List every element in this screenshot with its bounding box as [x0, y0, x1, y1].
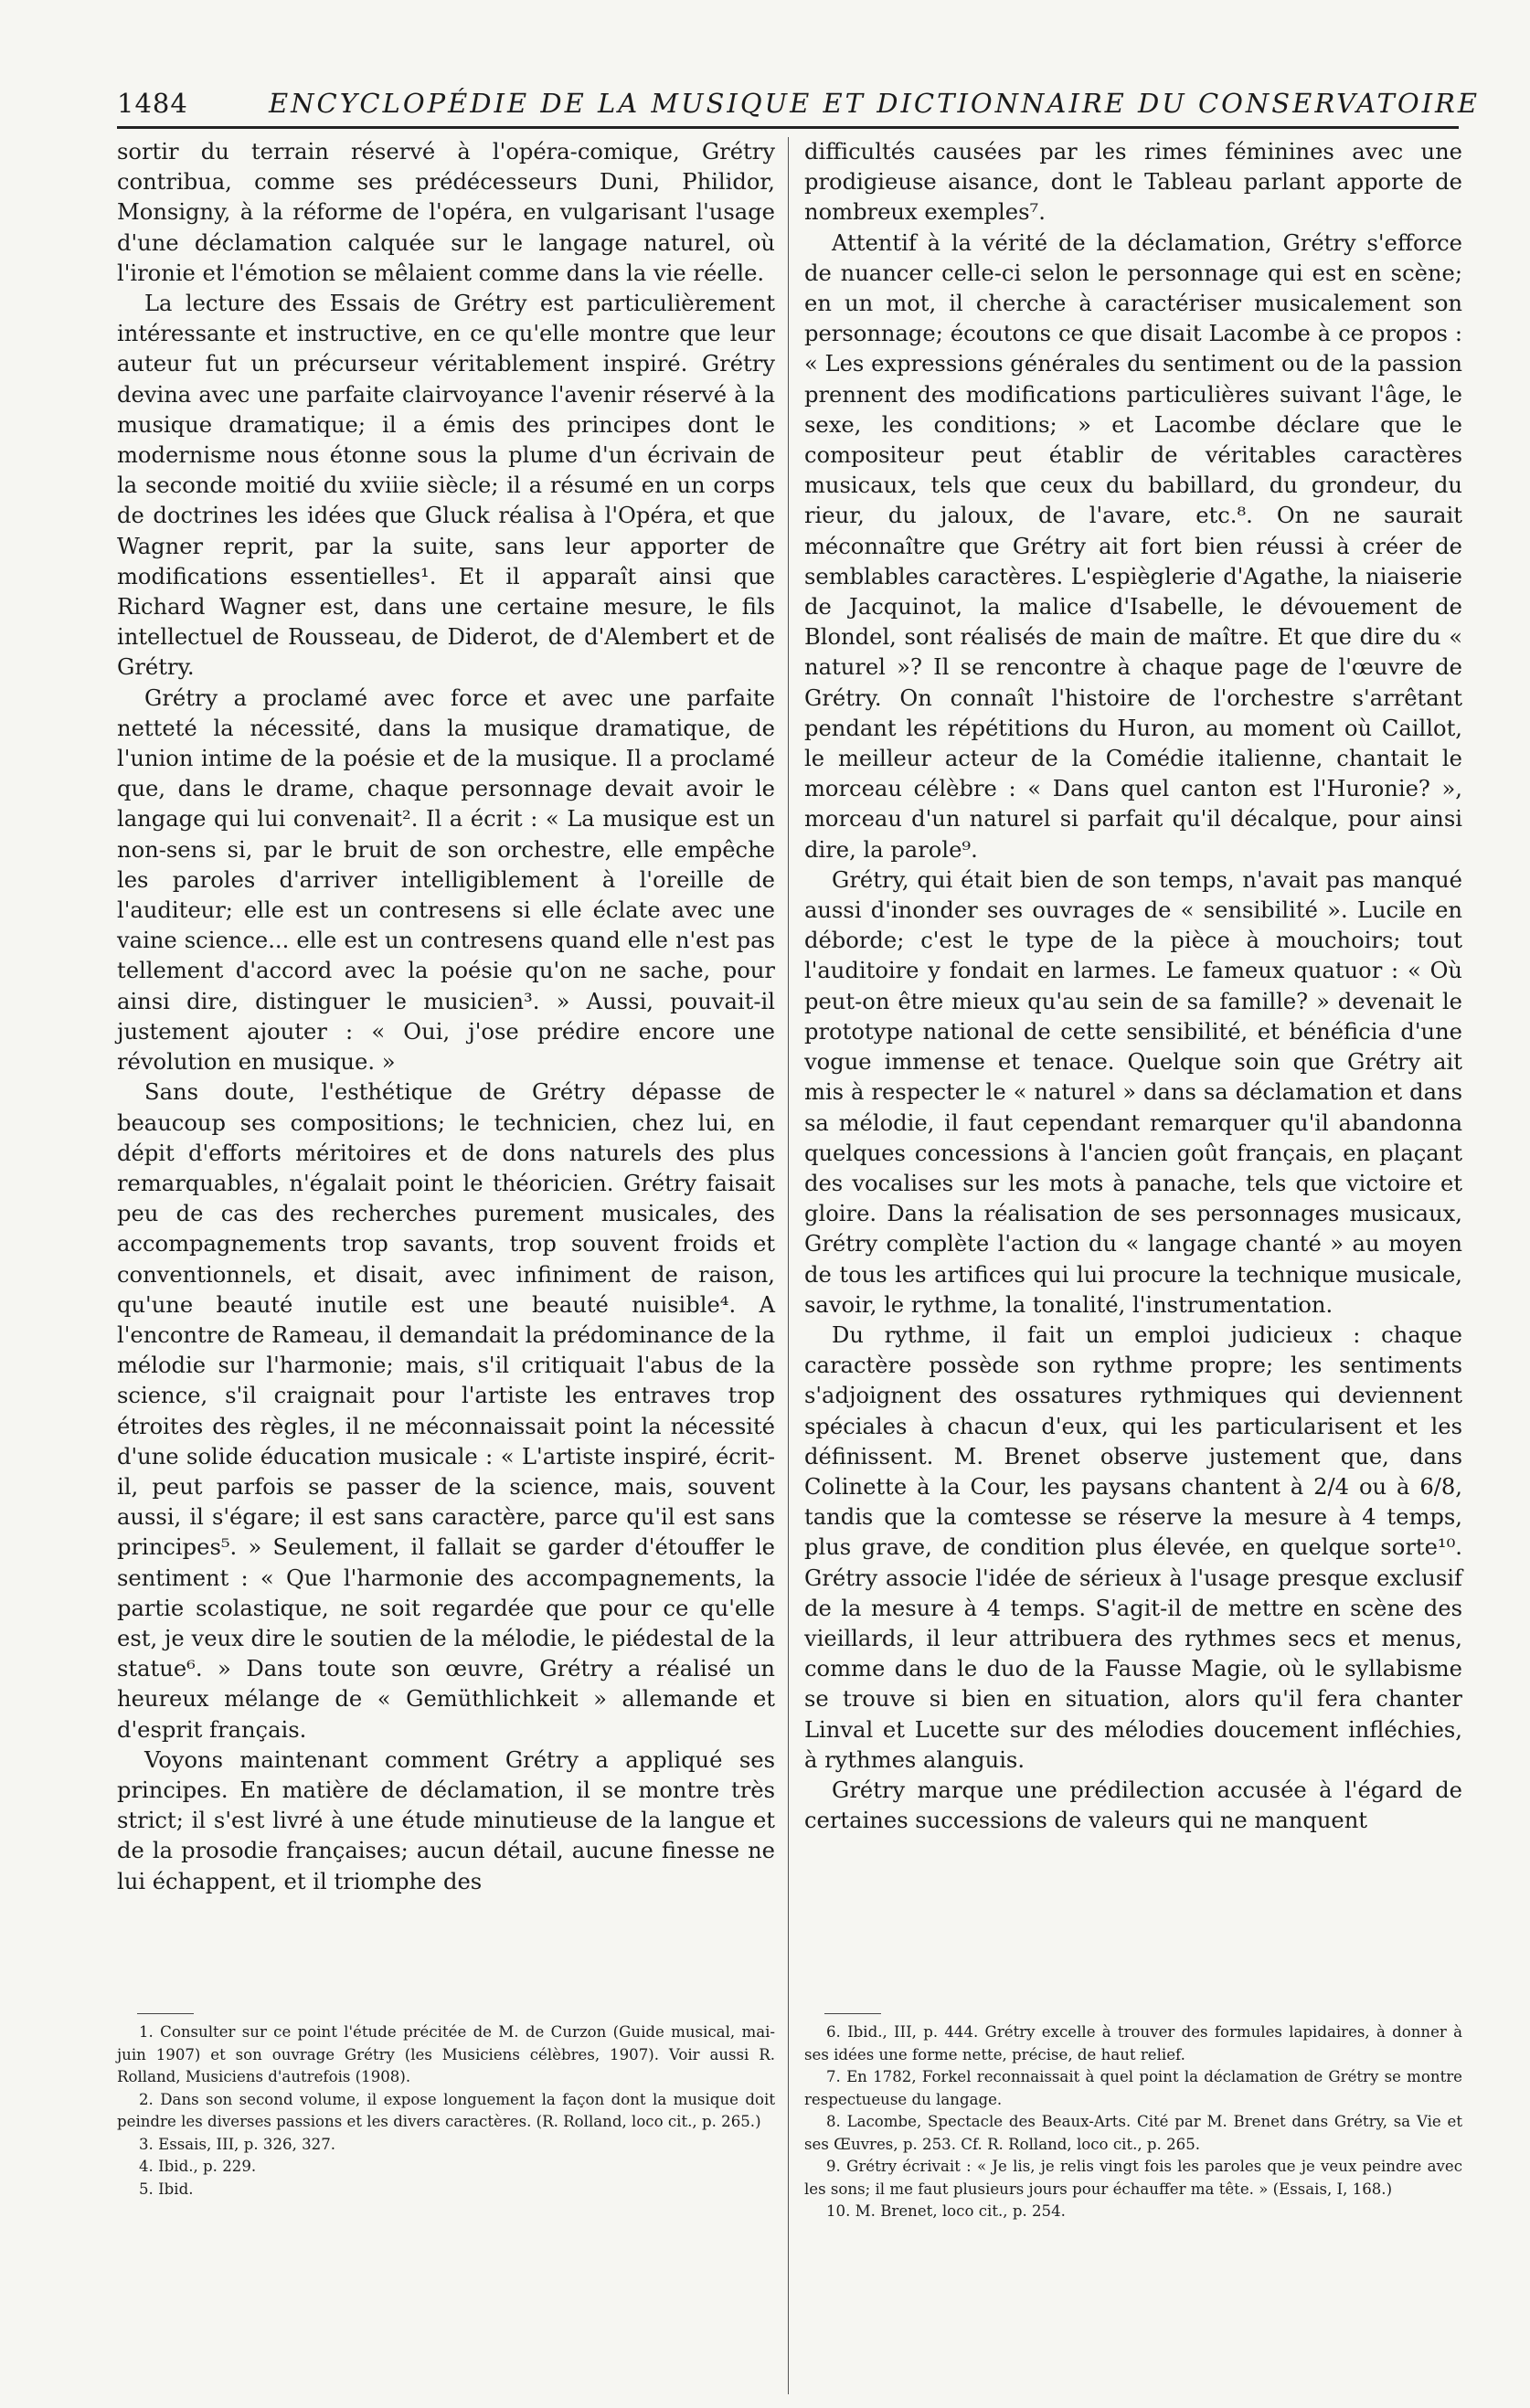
header-rule [117, 126, 1459, 129]
paragraph: Grétry marque une prédilection accusée à l'égard de certaines successions de valeurs qui ne manquent [804, 1777, 1462, 1834]
footnote-rule-left [137, 2013, 194, 2014]
paragraph: Sans doute, l'esthétique de Grétry dépasse de beaucoup ses compositions; le technicien, chez lui, en dépit d'efforts méritoires et de dons naturels des plus remarquables, n'égalait point le théoricien. Grétry faisait peu de cas des recherches purement musicales, des accompagnements trop savants, trop souvent froids et conventionnels, et disait, avec infiniment de raison, qu'une beauté inutile est une beauté nuisible⁴. A l'encontre de Rameau, il demandait la prédominance de la mélodie sur l'harmonie; mais, s'il critiquait l'abus de la science, s'il craignait pour l'artiste les entraves trop étroites des règles, il ne méconnaissait point la nécessité d'une solide éducation musicale : « L'artiste inspiré, écrit-il, peut parfois se passer de la science, mais, souvent aussi, il s'égare; il est sans caractère, parce qu'il est sans principes⁵. » Seulement, il fallait se garder d'étouffer le sentiment : « Que l'harmonie des accompagnements, la partie scolastique, ne soit regardée que pour ce qu'elle est, je veux dire le soutien de la mélodie, le piédestal de la statue⁶. » Dans toute son œuvre, Grétry a réalisé un heureux mélange de « Gemüthlichkeit » allemande et d'esprit français. [117, 1079, 775, 1743]
paragraph: Attentif à la vérité de la déclamation, Grétry s'efforce de nuancer celle-ci selon le personnage qui est en scène; en un mot, il cherche à caractériser musicalement son personnage; écoutons ce que disait Lacombe à ce propos : « Les expressions générales du sentiment ou de la passion prennent des modifications particulières suivant l'âge, le sexe, les conditions; » et Lacombe déclare que le compositeur peut établir de véritables caractères musicaux, tels que ceux du babillard, du grondeur, du rieur, du jaloux, de l'avare, etc.⁸. On ne saurait méconnaître que Grétry ait fort bien réussi à créer de semblables caractères. L'espièglerie d'Agathe, la niaiserie de Jacquinot, la malice d'Isabelle, le dévouement de Blondel, sont réalisés de main de maître. Et que dire du « naturel »? Il se rencontre à chaque page de l'œuvre de Grétry. On connaît l'histoire de l'orchestre s'arrêtant pendant les répétitions du Huron, au moment où Caillot, le meilleur acteur de la Comédie italienne, chantait le morceau célèbre : « Dans quel canton est l'Huronie? », morceau d'un naturel si parfait qu'il décalque, pour ainsi dire, la parole⁹. [804, 229, 1462, 863]
footnotes-left [117, 2021, 775, 2201]
left-column [117, 137, 775, 1897]
footnote-rule-right [824, 2013, 881, 2014]
paragraph: difficultés causées par les rimes féminines avec une prodigieuse aisance, dont le Tableau parlant apporte de nombreux exemples⁷. [804, 139, 1462, 226]
footnote: 4. Ibid., p. 229. [139, 2158, 257, 2175]
footnote: 8. Lacombe, Spectacle des Beaux-Arts. Cité par M. Brenet dans Grétry, sa Vie et ses Œuvres, p. 253. Cf. R. Rolland, loco cit., p. 265. [804, 2113, 1462, 2153]
paragraph: Du rythme, il fait un emploi judicieux : chaque caractère possède son rythme propre; les sentiments s'adjoignent des ossatures rythmiques qui deviennent spéciales à chacun d'eux, qui les particularisent et les définissent. M. Brenet observe justement que, dans Colinette à la Cour, les paysans chantent à 2/4 ou à 6/8, tandis que la comtesse se réserve la mesure à 4 temps, plus grave, de condition plus élevée, en quelque sorte¹⁰. Grétry associe l'idée de sérieux à l'usage presque exclusif de la mesure à 4 temps. S'agit-il de mettre en scène des vieillards, il leur attribuera des rythmes secs et menus, comme dans le duo de la Fausse Magie, où le syllabisme se trouve si bien en situation, alors qu'il fera chanter Linval et Lucette sur des mélodies doucement infléchies, à rythmes alanguis. [804, 1321, 1462, 1773]
page-header [117, 88, 1481, 124]
paragraph: La lecture des Essais de Grétry est particulièrement intéressante et instructive, en ce qu'elle montre que leur auteur fut un précurseur véritablement inspiré. Grétry devina avec une parfaite clairvoyance l'avenir réservé à la musique dramatique; il a émis des principes dont le modernisme nous étonne sous la plume d'un écrivain de la seconde moitié du xviiie siècle; il a résumé en un corps de doctrines les idées que Gluck réalisa à l'Opéra, et que Wagner reprit, par la suite, sans leur apporter de modifications essentielles¹. Et il apparaît ainsi que Richard Wagner est, dans une certaine mesure, le fils intellectuel de Rousseau, de Diderot, de d'Alembert et de Grétry. [117, 291, 775, 681]
footnote: 6. Ibid., III, p. 444. Grétry excelle à trouver des formules lapidaires, à donner à ses idées une forme nette, précise, de haut relief. [804, 2023, 1462, 2063]
footnote: 5. Ibid. [139, 2180, 194, 2198]
footnote: 7. En 1782, Forkel reconnaissait à quel point la déclamation de Grétry se montre respectueuse du langage. [804, 2068, 1462, 2108]
paragraph: Grétry, qui était bien de son temps, n'avait pas manqué aussi d'inonder ses ouvrages de « sensibilité ». Lucile en déborde; c'est le type de la pièce à mouchoirs; tout l'auditoire y fondait en larmes. Le fameux quatuor : « Où peut-on être mieux qu'au sein de sa famille? » devenait le prototype national de cette sensibilité, et bénéficia d'une vogue immense et tenace. Quelque soin que Grétry ait mis à respecter le « naturel » dans sa déclamation et dans sa mélodie, il faut cependant remarquer qu'il abandonna quelques concessions à l'ancien goût français, en plaçant des vocalises sur les mots à panache, tels que victoire et gloire. Dans la réalisation de ses personnages musicaux, Grétry complète l'action du « langage chanté » au moyen de tous les artifices qui lui procure la technique musicale, savoir, le rythme, la tonalité, l'instrumentation. [804, 866, 1462, 1318]
right-column [804, 137, 1462, 1836]
footnote: 10. M. Brenet, loco cit., p. 254. [826, 2202, 1066, 2220]
footnote: 3. Essais, III, p. 326, 327. [139, 2135, 336, 2153]
footnote: 1. Consulter sur ce point l'étude précitée de M. de Curzon (Guide musical, mai-juin 1907) et son ouvrage Grétry (les Musiciens célèbres, 1907). Voir aussi R. Rolland, Musiciens d'autrefois (1908). [117, 2023, 775, 2085]
paragraph: sortir du terrain réservé à l'opéra-comique, Grétry contribua, comme ses prédécesseurs Duni, Philidor, Monsigny, à la réforme de l'opéra, en vulgarisant l'usage d'une déclamation calquée sur le langage naturel, où l'ironie et l'émotion se mêlaient comme dans la vie réelle. [117, 139, 775, 286]
page-number: 1484 [117, 88, 188, 119]
column-divider [788, 137, 789, 2394]
footnotes-right [804, 2021, 1462, 2223]
paragraph: Voyons maintenant comment Grétry a appliqué ses principes. En matière de déclamation, il se montre très strict; il s'est livré à une étude minutieuse de la langue et de la prosodie françaises; aucun détail, aucune finesse ne lui échappent, et il triomphe des [117, 1746, 775, 1894]
footnote: 9. Grétry écrivait : « Je lis, je relis vingt fois les paroles que je veux peindre avec les sons; il me faut plusieurs jours pour échauffer ma tête. » (Essais, I, 168.) [804, 2158, 1462, 2198]
footnote: 2. Dans son second volume, il expose longuement la façon dont la musique doit peindre les diverses passions et les divers caractères. (R. Rolland, loco cit., p. 265.) [117, 2090, 775, 2130]
running-title: ENCYCLOPÉDIE DE LA MUSIQUE ET DICTIONNAIRE DU CONSERVATOIRE [269, 88, 1481, 119]
paragraph: Grétry a proclamé avec force et avec une parfaite netteté la nécessité, dans la musique dramatique, de l'union intime de la poésie et de la musique. Il a proclamé que, dans le drame, chaque personnage devait avoir le langage qui lui convenait². Il a écrit : « La musique est un non-sens si, par le bruit de son orchestre, elle empêche les paroles d'arriver intelligiblement à l'oreille de l'auditeur; elle est un contresens si elle éclate avec une vaine science... elle est un contresens quand elle n'est pas tellement d'accord avec la poésie qu'on ne sache, pour ainsi dire, distinguer le musicien³. » Aussi, pouvait-il justement ajouter : « Oui, j'ose prédire encore une révolution en musique. » [117, 684, 775, 1076]
